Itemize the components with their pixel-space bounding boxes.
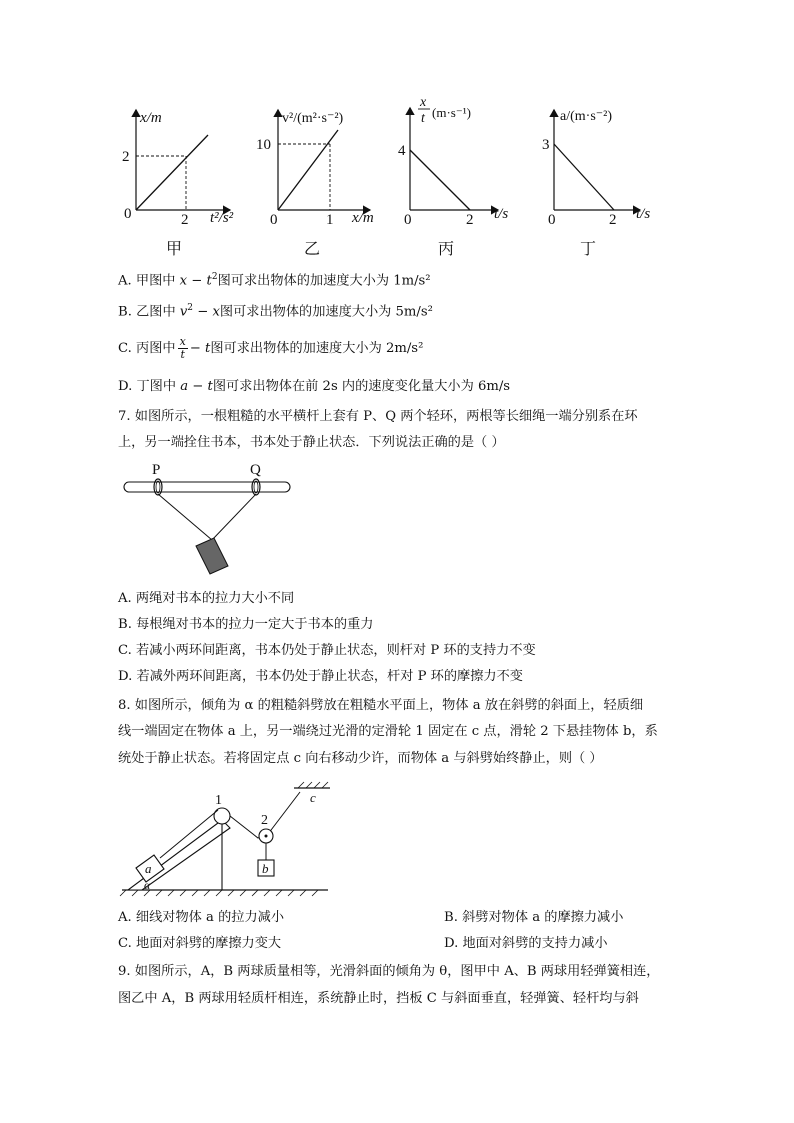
q6-option-d: D. 丁图中 a − t图可求出物体在前 2s 内的速度变化量大小为 6m/s bbox=[118, 379, 511, 394]
x-title: t²/s² bbox=[210, 210, 234, 226]
rope-p bbox=[158, 494, 212, 540]
x-tick: 2 bbox=[181, 212, 189, 228]
origin: 0 bbox=[548, 212, 556, 228]
data-line bbox=[410, 150, 470, 210]
pulley-1 bbox=[214, 808, 230, 824]
q8-option-b: B. 斜劈对物体 a 的摩擦力减小 bbox=[444, 910, 624, 925]
origin: 0 bbox=[404, 212, 412, 228]
y-title: a/(m·s⁻²) bbox=[560, 109, 613, 124]
data-line bbox=[278, 130, 338, 210]
q7-option-c: C. 若减小两环间距离，书本仍处于静止状态，则杆对 P 环的支持力不变 bbox=[118, 643, 536, 658]
origin: 0 bbox=[124, 206, 132, 222]
label-q: Q bbox=[250, 462, 261, 478]
book bbox=[196, 538, 228, 574]
x-title: t/s bbox=[636, 206, 651, 222]
y-tick: 3 bbox=[542, 137, 550, 153]
y-tick: 10 bbox=[256, 137, 271, 153]
x-title: t/s bbox=[494, 206, 509, 222]
q8-stem-line2: 线一端固定在物体 a 上，另一端绕过光滑的定滑轮 1 固定在 c 点，滑轮 2 下悬挂物体 b，系 bbox=[118, 724, 658, 739]
q8-stem-line3: 统处于静止状态。若将固定点 c 向右移动少许，而物体 a 与斜劈始终静止，则（ ） bbox=[118, 751, 603, 766]
q8-figure bbox=[118, 778, 338, 900]
label-p: P bbox=[152, 462, 161, 478]
graph-caption-jia: 甲 bbox=[165, 239, 182, 258]
graph-yi bbox=[250, 100, 390, 230]
label-c: c bbox=[310, 790, 316, 805]
y-tick: 2 bbox=[122, 149, 130, 165]
horizontal-rod bbox=[124, 482, 290, 492]
y-title: v²/(m²·s⁻²) bbox=[282, 111, 344, 126]
graph-caption-ding: 丁 bbox=[579, 239, 596, 258]
x-tick: 1 bbox=[326, 212, 334, 228]
graph-bing bbox=[390, 92, 530, 230]
x-tick: 2 bbox=[609, 212, 617, 228]
data-line bbox=[136, 135, 208, 210]
rope-q bbox=[212, 494, 256, 540]
label-alpha: α bbox=[144, 878, 151, 892]
label-a: a bbox=[145, 861, 152, 876]
q7-option-a: A. 两绳对书本的拉力大小不同 bbox=[118, 591, 295, 606]
q8-option-d: D. 地面对斜劈的支持力减小 bbox=[444, 936, 608, 951]
q7-option-d: D. 若减外两环间距离，书本仍处于静止状态，杆对 P 环的摩擦力不变 bbox=[118, 669, 523, 684]
x-tick: 2 bbox=[466, 212, 474, 228]
q9-stem-line1: 9. 如图所示，A，B 两球质量相等，光滑斜面的倾角为 θ，图甲中 A、B 两球用轻弹簧相连， bbox=[118, 964, 660, 979]
q7-figure bbox=[118, 458, 298, 578]
q7-stem-line1: 7. 如图所示，一根粗糙的水平横杆上套有 P、Q 两个轻环，两根等长细绳一端分别系在环 bbox=[118, 409, 638, 424]
y-tick: 4 bbox=[398, 143, 406, 159]
q9-stem-line2: 图乙中 A，B 两球用轻质杆相连，系统静止时，挡板 C 与斜面垂直，轻弹簧、轻杆均与斜 bbox=[118, 991, 639, 1006]
graph-ding bbox=[530, 100, 670, 230]
x-title: x/m bbox=[352, 210, 374, 226]
label-b: b bbox=[262, 861, 269, 876]
y-title-den: t bbox=[421, 111, 425, 126]
y-title-num: x bbox=[420, 95, 427, 110]
q6-option-b: B. 乙图中 $v^2 - x$图可求出物体的加速度大小为 5m/s² bbox=[118, 303, 433, 320]
y-title: x/m bbox=[140, 110, 162, 126]
q6-option-a: A. 甲图中 $x - t^2$图可求出物体的加速度大小为 1m/s² bbox=[118, 272, 431, 289]
q7-option-b: B. 每根绳对书本的拉力一定大于书本的重力 bbox=[118, 617, 374, 632]
q8-option-c: C. 地面对斜劈的摩擦力变大 bbox=[118, 936, 282, 951]
data-line bbox=[554, 144, 614, 210]
y-title-unit: (m·s⁻¹) bbox=[432, 105, 471, 120]
q6-option-c: C. 丙图中 $\frac{x}{t}$ − t图可求出物体的加速度大小为 2m/s² bbox=[118, 335, 424, 361]
q8-option-a: A. 细线对物体 a 的拉力减小 bbox=[118, 910, 285, 925]
origin: 0 bbox=[270, 212, 278, 228]
q7-stem-line2: 上，另一端拴住书本，书本处于静止状态．下列说法正确的是（ ） bbox=[118, 435, 505, 450]
label-1: 1 bbox=[215, 793, 222, 808]
q8-stem-line1: 8. 如图所示，倾角为 α 的粗糙斜劈放在粗糙水平面上，物体 a 放在斜劈的斜面上，轻质细 bbox=[118, 698, 644, 713]
ceiling-hatch bbox=[298, 782, 328, 788]
graph-jia bbox=[110, 100, 250, 230]
label-2: 2 bbox=[261, 813, 268, 828]
graph-caption-bing: 丙 bbox=[437, 239, 454, 258]
pulley-2-axle bbox=[265, 835, 268, 838]
graph-caption-yi: 乙 bbox=[303, 239, 320, 258]
